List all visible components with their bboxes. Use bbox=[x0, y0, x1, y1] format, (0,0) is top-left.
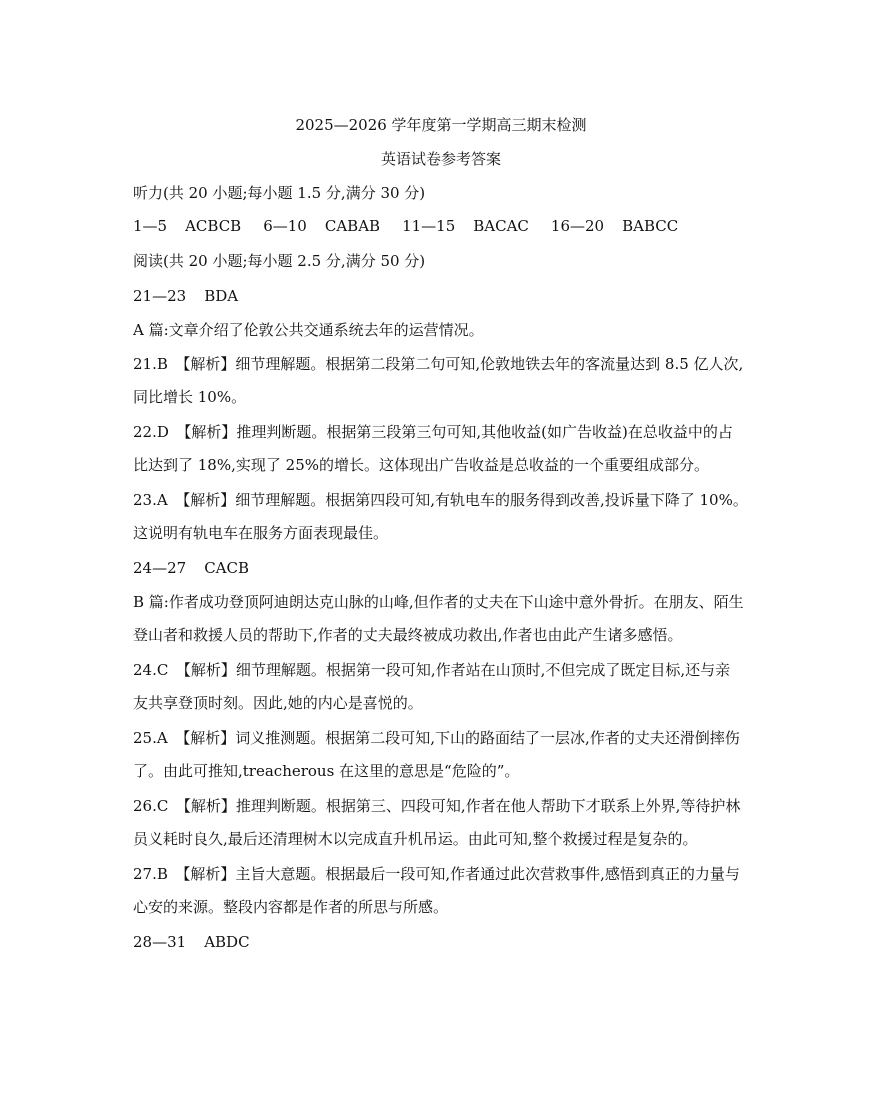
q23-line-2: 这说明有轨电车在服务方面表现最佳。 bbox=[133, 524, 389, 542]
q27-line-2: 心安的来源。整段内容都是作者的所思与所感。 bbox=[133, 898, 449, 916]
reading-range-1: 21—23 bbox=[133, 287, 187, 305]
listening-range-3: 11—15 bbox=[402, 217, 456, 235]
q22-line-2: 比达到了 18%,实现了 25%的增长。这体现出广告收益是总收益的一个重要组成部分。 bbox=[133, 456, 709, 474]
page-title: 2025—2026 学年度第一学期高三期末检测 bbox=[295, 116, 587, 134]
reading-range-3: 28—31 bbox=[133, 933, 187, 951]
passage-b-summary-line-2: 登山者和救援人员的帮助下,作者的丈夫最终被成功救出,作者也由此产生诸多感悟。 bbox=[133, 626, 683, 644]
passage-a-summary: A 篇:文章介绍了伦敦公共交通系统去年的运营情况。 bbox=[133, 321, 484, 339]
reading-heading: 阅读(共 20 小题;每小题 2.5 分,满分 50 分) bbox=[133, 252, 426, 270]
reading-answers-2: CACB bbox=[204, 559, 249, 577]
q26-line-2: 员义耗时良久,最后还清理树木以完成直升机吊运。由此可知,整个救援过程是复杂的。 bbox=[133, 830, 698, 848]
listening-heading: 听力(共 20 小题;每小题 1.5 分,满分 30 分) bbox=[133, 184, 426, 202]
listening-answers-1: ACBCB bbox=[185, 217, 242, 235]
q23-line-1: 23.A 【解析】细节理解题。根据第四段可知,有轨电车的服务得到改善,投诉量下降了 10%。 bbox=[133, 491, 748, 509]
page-subtitle: 英语试卷参考答案 bbox=[380, 150, 501, 168]
listening-range-2: 6—10 bbox=[263, 217, 307, 235]
passage-b-summary-line-1: B 篇:作者成功登顶阿迪朗达克山脉的山峰,但作者的丈夫在下山途中意外骨折。在朋友、陌生 bbox=[133, 593, 744, 611]
reading-answers-3: ABDC bbox=[204, 933, 250, 951]
reading-answers-row-3 bbox=[133, 932, 250, 952]
q21-line-1: 21.B 【解析】细节理解题。根据第二段第二句可知,伦敦地铁去年的客流量达到 8.5 亿人次, bbox=[133, 355, 744, 373]
q21-line-2: 同比增长 10%。 bbox=[133, 388, 247, 406]
listening-answers-4: BABCC bbox=[622, 217, 679, 235]
reading-answers-1: BDA bbox=[204, 287, 239, 305]
listening-answers-2: CABAB bbox=[324, 217, 381, 235]
q26-line-1: 26.C 【解析】推理判断题。根据第三、四段可知,作者在他人帮助下才联系上外界,等待护林 bbox=[133, 797, 741, 815]
listening-answers-row bbox=[133, 216, 678, 236]
listening-answers-3: BACAC bbox=[473, 217, 529, 235]
q25-line-1: 25.A 【解析】词义推测题。根据第二段可知,下山的路面结了一层冰,作者的丈夫还滑倒摔伤 bbox=[133, 729, 740, 747]
reading-range-2: 24—27 bbox=[133, 559, 187, 577]
q25-line-2: 了。由此可推知,treacherous 在这里的意思是“危险的”。 bbox=[133, 762, 520, 780]
reading-answers-row-2 bbox=[133, 558, 249, 578]
q24-line-1: 24.C 【解析】细节理解题。根据第一段可知,作者站在山顶时,不但完成了既定目标,还与亲 bbox=[133, 661, 731, 679]
q24-line-2: 友共享登顶时刻。因此,她的内心是喜悦的。 bbox=[133, 694, 423, 712]
q22-line-1: 22.D 【解析】推理判断题。根据第三段第三句可知,其他收益(如广告收益)在总收益中的占 bbox=[133, 423, 733, 441]
listening-range-4: 16—20 bbox=[550, 217, 605, 235]
q27-line-1: 27.B 【解析】主旨大意题。根据最后一段可知,作者通过此次营救事件,感悟到真正的力量与 bbox=[133, 865, 740, 883]
listening-range-1: 1—5 bbox=[133, 217, 168, 235]
reading-answers-row-1 bbox=[133, 286, 238, 306]
